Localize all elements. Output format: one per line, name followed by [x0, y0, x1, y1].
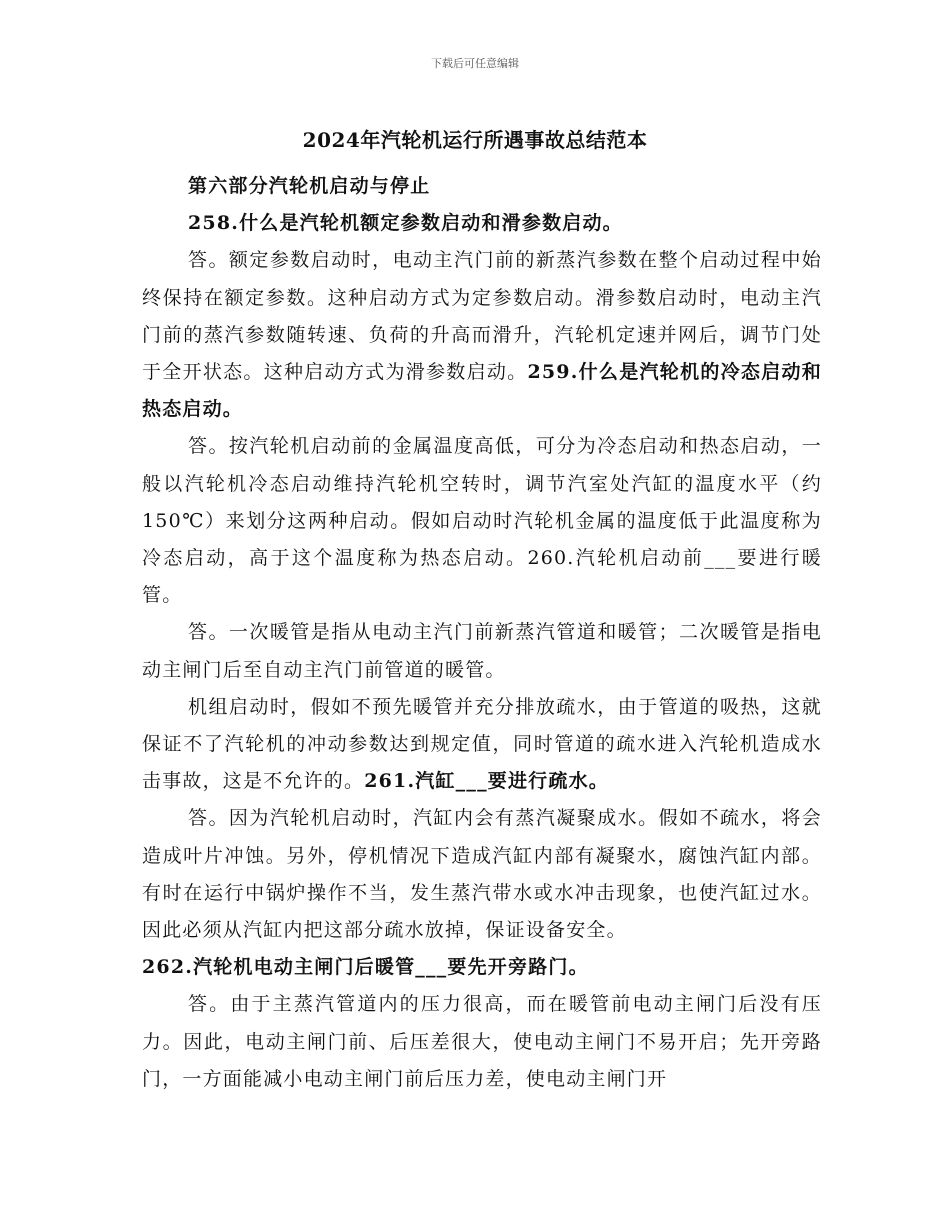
question-258: 258.什么是汽轮机额定参数启动和滑参数启动。: [188, 212, 623, 235]
answer-259-paragraph: [142, 428, 822, 614]
answer-260-part2-paragraph: [142, 689, 822, 801]
question-260: 260.汽轮机启动前___要进行暖管。: [142, 547, 822, 607]
answer-260-part1: 答。一次暖管是指从电动主汽门前新蒸汽管道和暖管；二次暖管是指电动主闸门后至自动主汽门前管道的暖管。: [142, 621, 822, 681]
section-heading: 第六部分汽轮机启动与停止: [188, 175, 431, 197]
answer-260-part2: 机组启动时，假如不预先暖管并充分排放疏水，由于管道的吸热，这就保证不了汽轮机的冲动参数达到规定值，同时管道的疏水进入汽轮机造成水击事故，这是不允许的。: [142, 695, 822, 793]
answer-261: 答。因为汽轮机启动时，汽缸内会有蒸汽凝聚成水。假如不疏水，将会造成叶片冲蚀。另外，停机情况下造成汽缸内部有凝聚水，腐蚀汽缸内部。有时在运行中锅炉操作不当，发生蒸汽带水或水冲击现象，也使汽缸过水。因此必须从汽缸内把这部分疏水放掉，保证设备安全。: [142, 807, 822, 942]
document-body: [142, 168, 822, 1098]
answer-262: 答。由于主蒸汽管道内的压力很高，而在暖管前电动主闸门后没有压力。因此，电动主闸门前、后压差很大，使电动主闸门不易开启；先开旁路门，一方面能减小电动主闸门前后压力差，使电动主闸门开: [142, 993, 822, 1090]
header-note: 下载后可任意编辑: [431, 57, 519, 70]
question-262: 262.汽轮机电动主闸门后暖管___要先开旁路门。: [142, 956, 589, 979]
answer-258-paragraph: [142, 242, 822, 428]
document-title: 2024年汽轮机运行所遇事故总结范本: [302, 128, 648, 152]
answer-259: 答。按汽轮机启动前的金属温度高低，可分为冷态启动和热态启动，一般以汽轮机冷态启动维持汽轮机空转时，调节汽室处汽缸的温度水平（约150℃）来划分这两种启动。假如启动时汽轮机金属的温度低于此温度称为冷态启动，高于这个温度称为热态启动。: [142, 435, 822, 570]
question-259: 259.什么是汽轮机的冷态启动和热态启动。: [142, 361, 822, 421]
answer-258: 答。额定参数启动时，电动主汽门前的新蒸汽参数在整个启动过程中始终保持在额定参数。这种启动方式为定参数启动。滑参数启动时，电动主汽门前的蒸汽参数随转速、负荷的升高而滑升，汽轮机定速并网后，调节门处于全开状态。这种启动方式为滑参数启动。: [142, 249, 822, 384]
question-261: 261.汽缸___要进行疏水。: [364, 770, 609, 793]
